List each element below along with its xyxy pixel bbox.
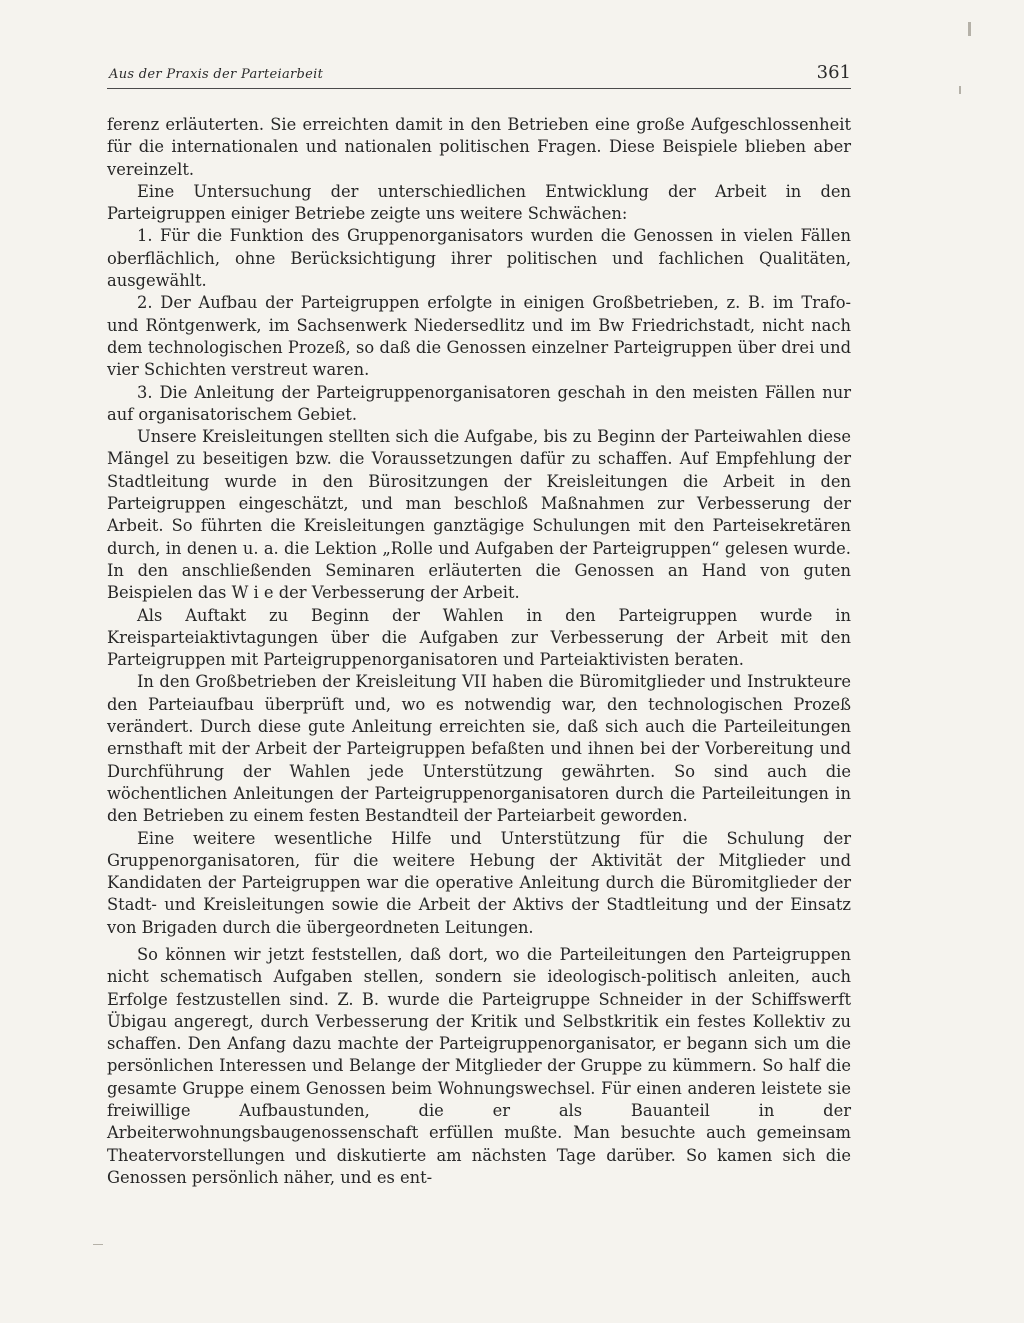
page-header bbox=[107, 62, 851, 89]
paragraph: Eine weitere wesentliche Hilfe und Unterstützung für die Schulung der Gruppenorganisatoren, für die weitere Hebung der Aktivität der Mitglieder und Kandidaten der Parteigruppen war die operative Anleitung durch die Büromitglieder der Stadt- und Kreisleitungen sowie die Arbeit der Aktivs der Stadtleitung und der Einsatz von Brigaden durch die übergeordneten Leitungen. bbox=[107, 828, 851, 937]
running-title: Aus der Praxis der Parteiarbeit bbox=[109, 67, 324, 82]
paragraph: Als Auftakt zu Beginn der Wahlen in den Parteigruppen wurde in Kreisparteiaktivtagungen über die Aufgaben zur Verbesserung der Arbeit mit den Parteigruppen mit Parteigruppenorganisatoren und Parteiaktivisten beraten. bbox=[107, 605, 851, 670]
paragraph: Unsere Kreisleitungen stellten sich die Aufgabe, bis zu Beginn der Parteiwahlen diese Mängel zu beseitigen bzw. die Voraussetzungen dafür zu schaffen. Auf Empfehlung der Stadtleitung wurde in den Bürositzungen der Kreisleitungen die Arbeit in den Parteigruppen eingeschätzt, und man beschloß Maßnahmen zur Verbesserung der Arbeit. So führten die Kreisleitungen ganztägige Schulungen mit den Parteisekretären durch, in denen u. a. die Lektion „Rolle und Aufgaben der Parteigruppen“ gelesen wurde. In den anschließenden Seminaren erläuterten die Genossen an Hand von guten Beispielen das W i e der Verbesserung der Arbeit. bbox=[107, 427, 851, 603]
paragraph: Eine Untersuchung der unterschiedlichen Entwicklung der Arbeit in den Parteigruppen einiger Betriebe zeigte uns weitere Schwächen: bbox=[107, 181, 851, 224]
scan-mark bbox=[968, 22, 971, 36]
scan-mark bbox=[93, 1244, 103, 1245]
body-text bbox=[107, 114, 851, 1189]
scan-mark bbox=[959, 86, 961, 94]
paragraph: So können wir jetzt feststellen, daß dort, wo die Parteileitungen den Parteigruppen nicht schematisch Aufgaben stellen, sondern sie ideologisch-politisch anleiten, auch Erfolge festzustellen sind. Z. B. wurde die Parteigruppe Schneider in der Schiffswerft Übigau angeregt, durch Verbesserung der Kritik und Selbstkritik ein festes Kollektiv zu schaffen. Den Anfang dazu machte der Parteigruppenorganisator, er begann sich um die persönlichen Interessen und Belange der Mitglieder der Gruppe zu kümmern. So half die gesamte Gruppe einem Genossen beim Wohnungswechsel. Für einen anderen leistete sie freiwillige Aufbaustunden, die er als Bauanteil in der Arbeiterwohnungsbaugenossenschaft erfüllen mußte. Man besuchte auch gemeinsam Theatervorstellungen und diskutierte am nächsten Tage darüber. So kamen sich die Genossen persönlich näher, und es ent- bbox=[107, 944, 851, 1187]
paragraph: 2. Der Aufbau der Parteigruppen erfolgte in einigen Großbetrieben, z. B. im Trafo- und Röntgenwerk, im Sachsenwerk Niedersedlitz und im Bw Friedrichstadt, nicht nach dem technologischen Prozeß, so daß die Genossen einzelner Parteigruppen über drei und vier Schichten verstreut waren. bbox=[107, 293, 851, 380]
paragraph: In den Großbetrieben der Kreisleitung VII haben die Büromitglieder und Instrukteure den Parteiaufbau überprüft und, wo es notwendig war, den technologischen Prozeß verändert. Durch diese gute Anleitung erreichten sie, daß sich auch die Parteileitungen ernsthaft mit der Arbeit der Parteigruppen befaßten und ihnen bei der Vorbereitung und Durchführung der Wahlen jede Unterstützung gewährten. So sind auch die wöchentlichen Anleitungen der Parteigruppenorganisatoren durch die Parteileitungen in den Betrieben zu einem festen Bestandteil der Parteiarbeit geworden. bbox=[107, 672, 851, 826]
paragraph: 3. Die Anleitung der Parteigruppenorganisatoren geschah in den meisten Fällen nur auf organisatorischem Gebiet. bbox=[107, 382, 851, 424]
paragraph: ferenz erläuterten. Sie erreichten damit in den Betrieben eine große Aufgeschlossenheit für die internationalen und nationalen politischen Fragen. Diese Beispiele blieben aber vereinzelt. bbox=[107, 115, 851, 179]
paragraph: 1. Für die Funktion des Gruppenorganisators wurden die Genossen in vielen Fällen oberflächlich, ohne Berücksichtigung ihrer politischen und fachlichen Qualitäten, ausgewählt. bbox=[107, 226, 851, 291]
page-number: 361 bbox=[816, 62, 851, 83]
